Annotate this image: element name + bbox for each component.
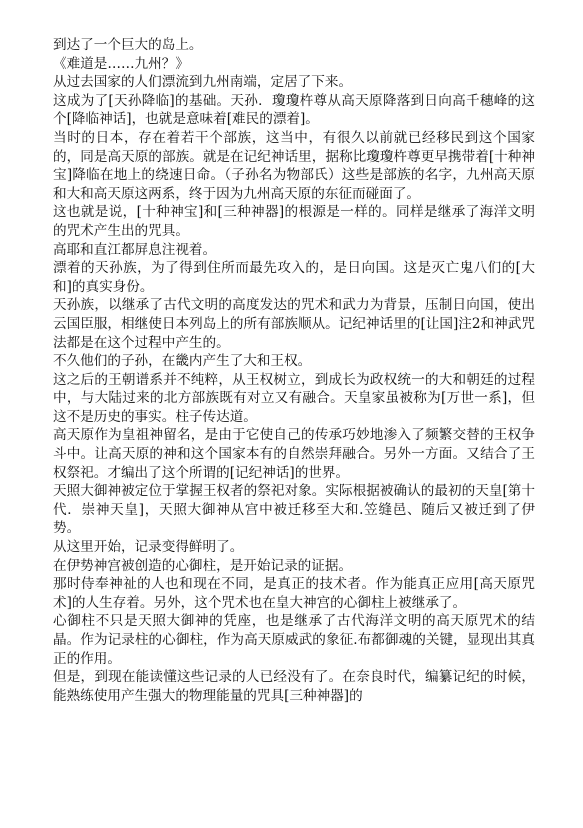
body-text: [53, 36, 535, 705]
paragraph-14: 从这里开始，记录变得鲜明了。: [53, 539, 244, 556]
paragraph-16: 那时侍奉神祉的人也和现在不同，是真正的技术者。作为能真正应用[高天原咒术]的人生存着。另外，这个咒术也在皇大神宫的心御柱上被继承了。: [53, 576, 535, 611]
paragraph-1: 到达了一个巨大的岛上。: [53, 37, 203, 53]
paragraph-3: 从过去国家的人们漂流到九州南端，定居了下来。: [53, 74, 353, 91]
paragraph-4: 这成为了[天孙降临]的基础。天孙．瓊瓊杵尊从高天原降落到日向高千穗峰的这个[降临神话]，也就是意味着[难民的漂着]。: [53, 92, 535, 128]
paragraph-12: 高天原作为皇祖神留名，是由于它使自己的传承巧妙地渗入了频繁交替的王权争斗中。让高天原的神和这个国家本有的自然崇拜融合。另外一方面。又结合了王权祭祀。才编出了这个所谓的[记纪神话]的世界。: [53, 427, 535, 481]
paragraph-6: 这也就是说，[十种神宝]和[三种神器]的根源是一样的。同样是继承了海洋文明的咒术产生出的咒具。: [53, 204, 535, 239]
paragraph-5: 当时的日本，存在着若干个部族，这当中，有很久以前就已经移民到这个国家的，同是高天原的部族。就是在记纪神话里，据称比瓊瓊杵尊更早携带着[十种神宝]降临在地上的绕速日命。（子孙名为物部氏）这些是部族的名字，九州高天原和大和高天原这两系，终于因为九州高天原的东征而碰面了。: [53, 129, 535, 202]
paragraph-11: 这之后的王朝谱系并不纯粹，从王权树立，到成长为政权统一的大和朝廷的过程中，与大陆过来的北方部族既有对立又有融合。天皇家虽被称为[万世一系]，但这不是历史的事实。柱子传达道。: [53, 371, 535, 425]
paragraph-2: 《难道是……九州？》: [53, 55, 189, 72]
paragraph-18: 但是，到现在能读懂这些记录的人已经没有了。在奈良时代，编纂记纪的时候，能熟练使用产生强大的物理能量的咒具[三种神器]的: [53, 669, 535, 704]
paragraph-15: 在伊势神宫被创造的心御柱，是开始记录的证据。: [53, 557, 353, 574]
paragraph-8: 漂着的天孙族，为了得到住所而最先攻入的，是日向国。这是灭亡鬼八们的[大和]的真实身份。: [53, 260, 535, 295]
paragraph-13: 天照大御神被定位于掌握王权者的祭祀对象。实际根据被确认的最初的天皇[第十代．崇神天皇]，天照大御神从宫中被迁移至大和.笠缝邑、随后又被迁到了伊势。: [53, 483, 535, 537]
paragraph-7: 高耶和直江都屏息注视着。: [53, 241, 217, 258]
paragraph-17: 心御柱不只是天照大御神的凭座，也是继承了古代海洋文明的高天原咒术的结晶。作为记录柱的心御柱，作为高天原威武的象征.布都御魂的关键，显现出其真正的作用。: [53, 613, 535, 667]
paragraph-9: 天孙族，以继承了古代文明的高度发达的咒术和武力为背景，压制日向国，使出云国臣服，相继使日本列岛上的所有部族顺从。记纪神话里的[让国]注2和神武咒法都是在这个过程中产生的。: [53, 297, 535, 351]
paragraph-10: 不久他们的子孙，在畿内产生了大和王权。: [53, 353, 312, 370]
